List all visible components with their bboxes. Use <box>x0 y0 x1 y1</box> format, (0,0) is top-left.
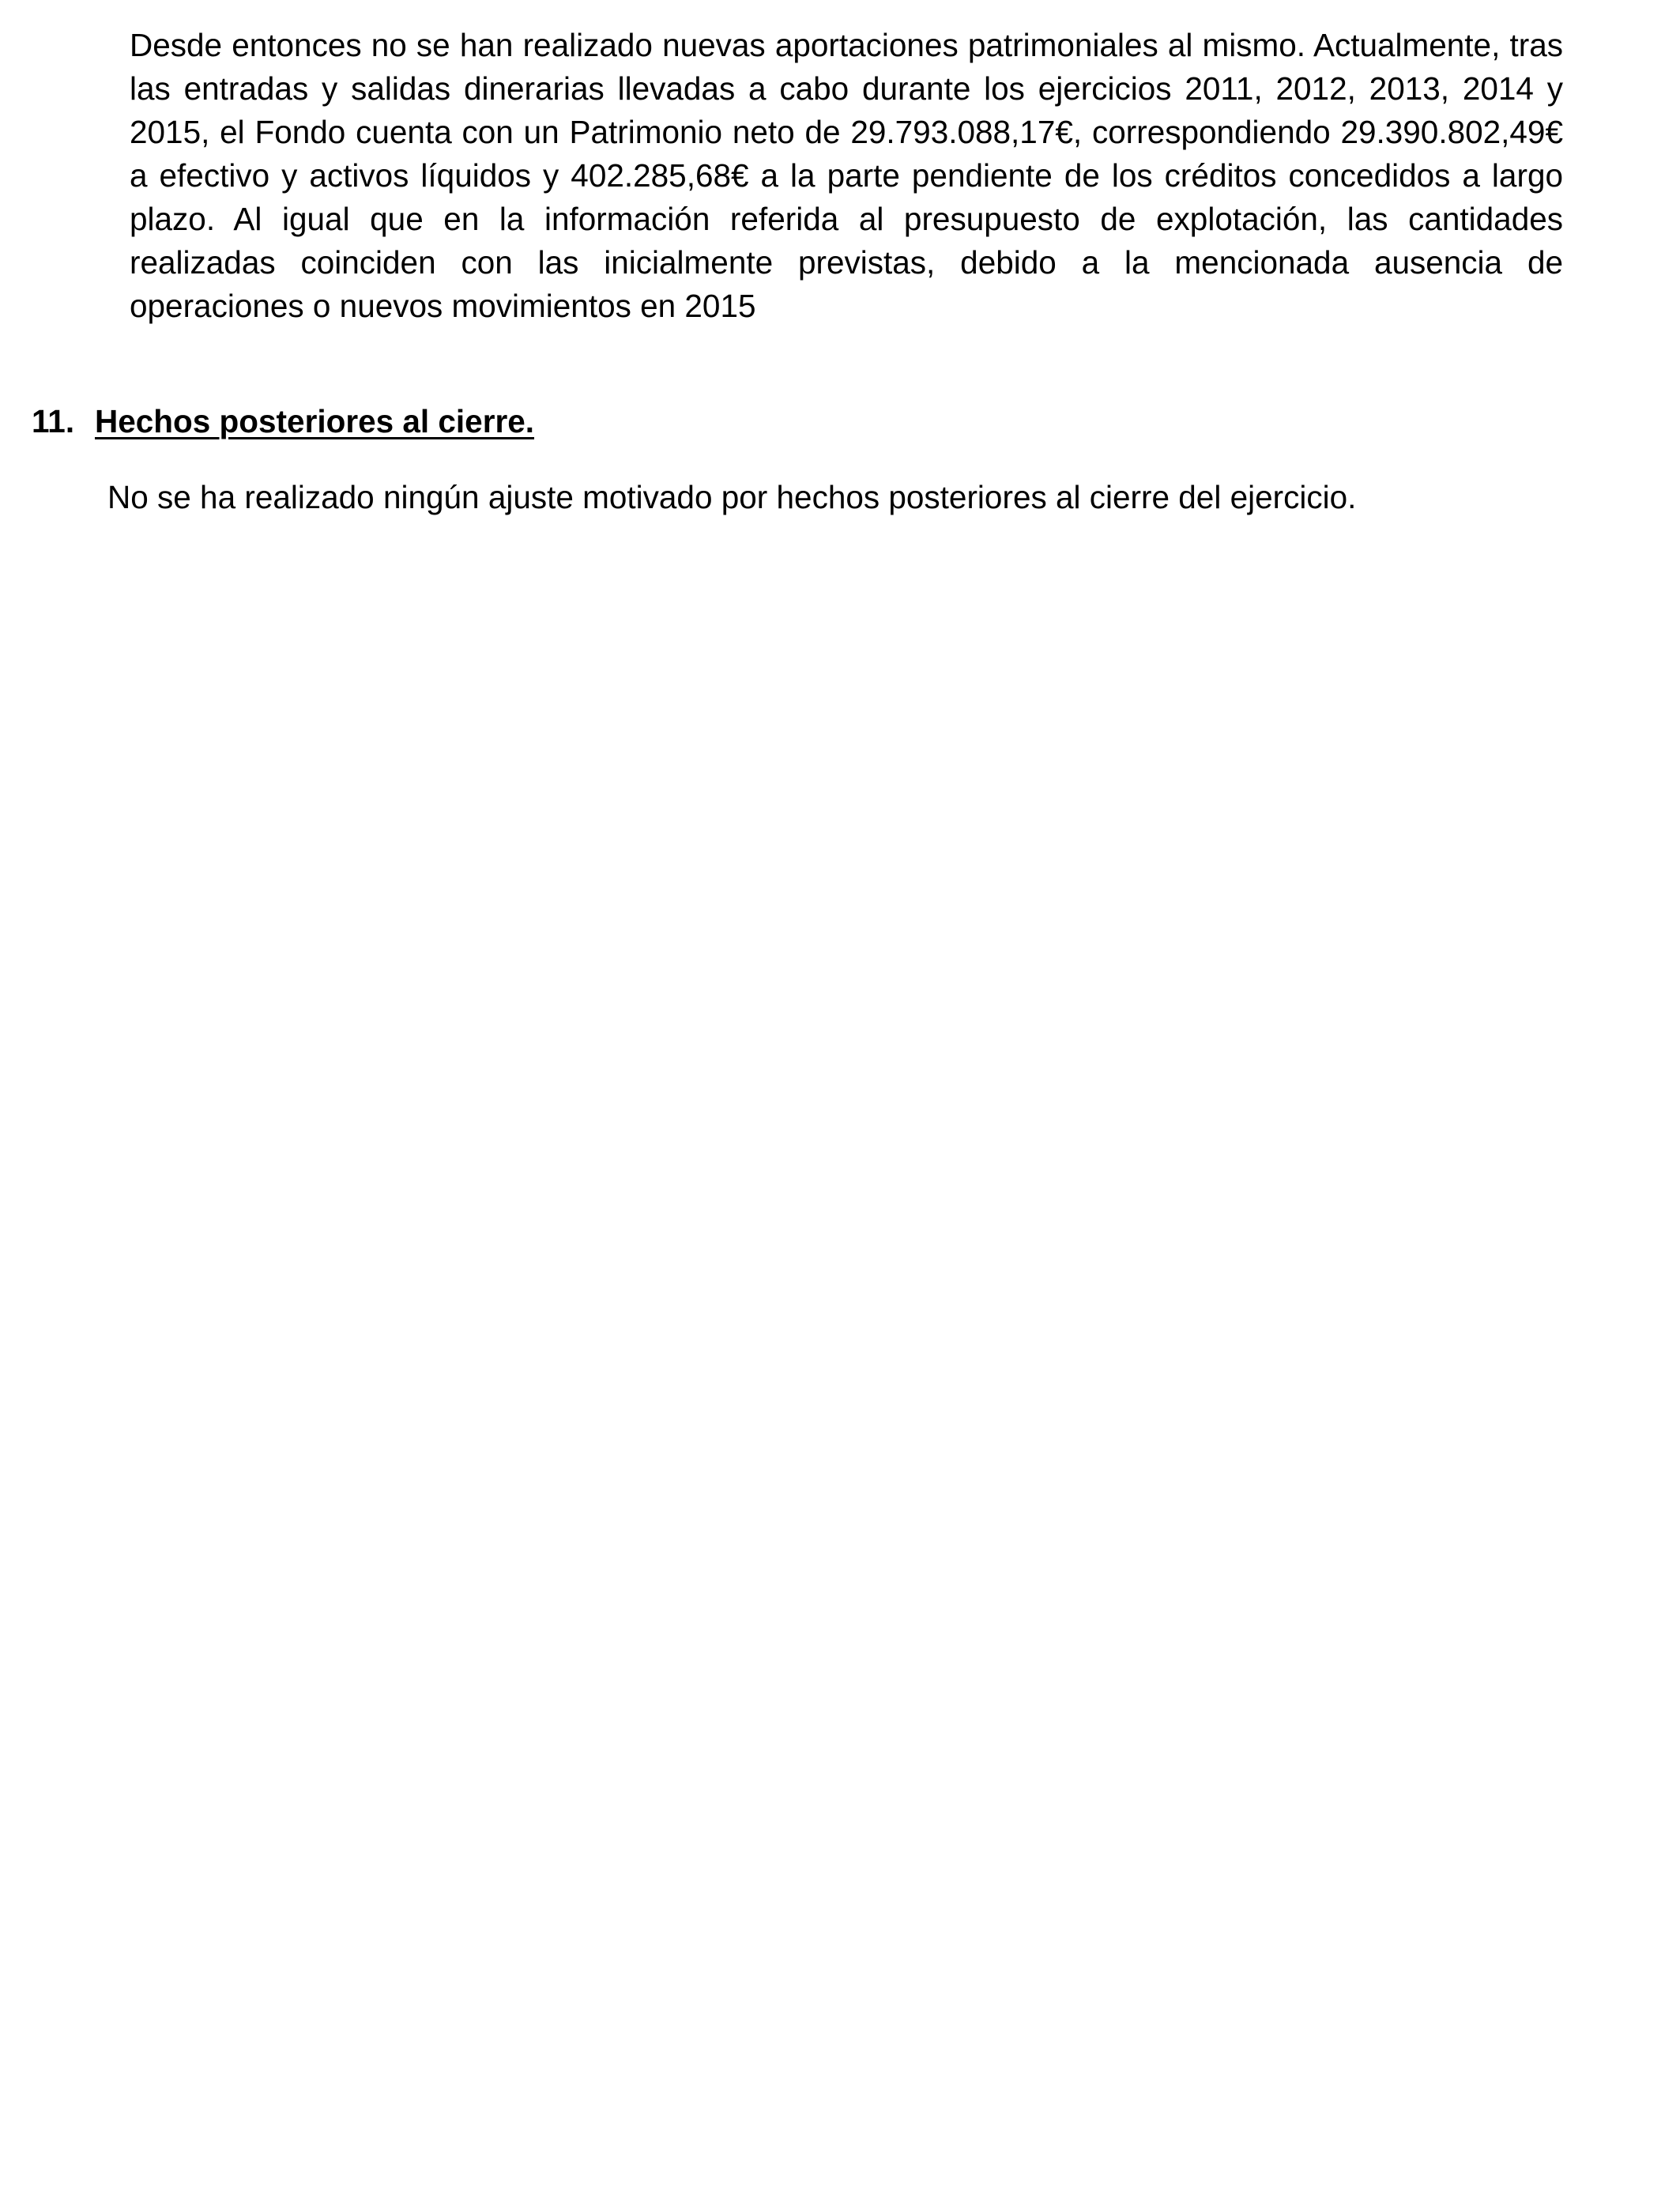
section-body: No se ha realizado ningún ajuste motivado por hechos posteriores al cierre del ejercicio. <box>107 479 1357 515</box>
intro-paragraph: Desde entonces no se han realizado nuevas aportaciones patrimoniales al mismo. Actualmente, tras las entradas y salidas dinerarias llevadas a cabo durante los ejercicios 2011, 2012, 2013, 2014 y 2015, el Fondo cuenta con un Patrimonio neto de 29.793.088,17€, correspondiendo 29.390.802,49€ a efectivo y activos líquidos y 402.285,68€ a la parte pendiente de los créditos concedidos a largo plazo. Al igual que en la información referida al presupuesto de explotación, las cantidades realizadas coinciden con las inicialmente previstas, debido a la mencionada ausencia de operaciones o nuevos movimientos en 2015 <box>130 27 1563 324</box>
section-number: 11. <box>32 403 75 439</box>
section-heading <box>32 400 534 443</box>
section-title: Hechos posteriores al cierre. <box>95 403 535 439</box>
